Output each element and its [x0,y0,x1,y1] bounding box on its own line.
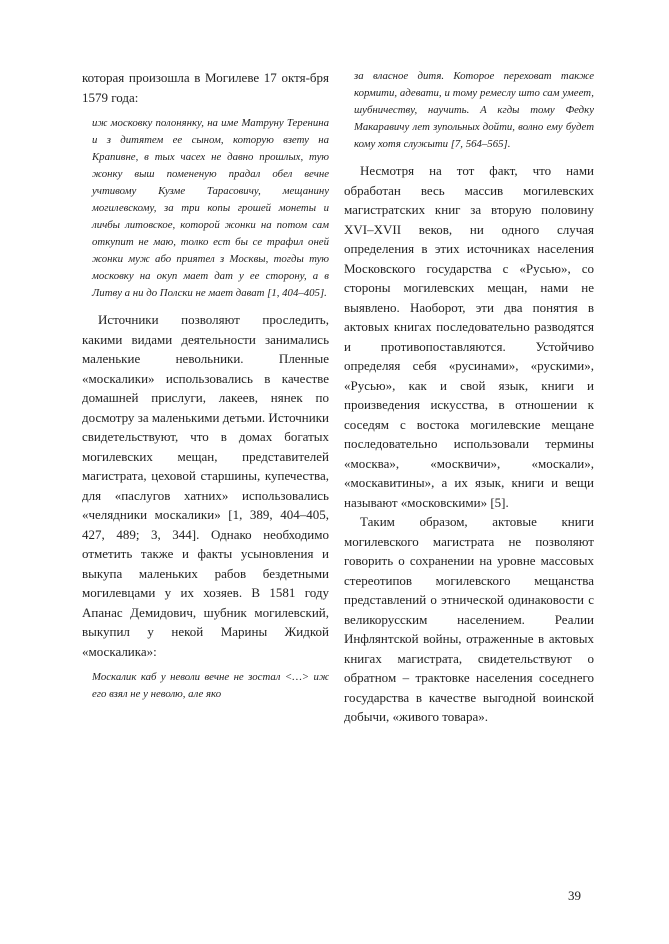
paragraph-2: Источники позволяют проследить, какими видами деятельности занимались маленькие невольники. Пленные «москалики» использовались в качестве домашней прислуги, лакеев, нянек по досмотру за маленькими детьми. Источники свидетельствуют, что в домах богатых могилевских мещан, представителей магистрата, цеховой старшины, купечества, для «паслугов хатних» использовались «челядники москалики» [1, 389, 404–405, 427, 489; 3, 344]. Однако необходимо отметить также и факты усыновления и выкупа маленьких рабов бездетными могилевцами у их хозяев. В 1581 году Апанас Демидович, шубник могилевский, выкупил у некой Марины Жидкой «москалика»: [82,312,329,659]
paragraph-continuation: которая произошла в Могилеве 17 октя-бря 1579 года: [82,70,329,105]
paragraph-3: Несмотря на тот факт, что нами обработан весь массив могилевских магистратских книг за вторую половину XVI–XVII веков, ни одного случая определения в этих источниках населения Московского государства с «Русью», со стороны могилевских мещан, нами не выявлено. Наоборот, эти два понятия в актовых книгах последовательно разводятся и противопоставляются. Устойчиво определяя себя «русинами», «рускими», «Русью», как и свой язык, книги и произведения искусства, в отношении к соседям с востока могилевские мещане последовательно использовали термины «москва», «москвичи», «москали», «москавитины», а их язык, книги и вещи называют «московскими» [5]. [344,163,594,510]
page-number: 39 [568,888,581,903]
paragraph-4: Таким образом, актовые книги могилевского магистрата не позволяют говорить о сохранении на уровне массовых стереотипов могилевского мещанства представлений о этнической одинаковости с великорусским населением. Реалии Инфлянтской войны, отраженные в актовых книгах магистрата, свидетельствуют о обратном – трактовке населения соседнего государства в качестве выгодной воинской добычи, «живого товара». [344,514,594,724]
quote-block-2-continuation: за власное дитя. Которое переховат также кормити, адевати, и тому ремеслу што сам умеет, шубничеству, научить. А кгды тому Федку Макаравичу лет зупольных дойти, волно ему будет кому хотя служыти [7, 564–565]. [354,70,594,150]
right-column [344,68,594,727]
left-column [82,68,329,703]
quote-block-1: иж московку полонянку, на име Матруну Теренина и з дитятем ее сыном, которую взету на Крапивне, в тых часех не давно прошлых, тую жонку выш помененую прадал обел вечне учтивому Кузме Тарасовичу, мещанину могилевскому, за три копы грошей монеты и личбы литовское, которой жонки на потом сам откупит не маю, толко ест бы се трафил оней жонки муж або приятел з Москвы, тогды тую московку на окуп мает дат у ее сторону, а в Литву а ни до Полски не мает дават [1, 404–405]. [92,117,329,299]
quote-block-2: Москалик каб у неволи вечне не зостал <…> иж его взял не у неволю, але яко [92,671,329,700]
